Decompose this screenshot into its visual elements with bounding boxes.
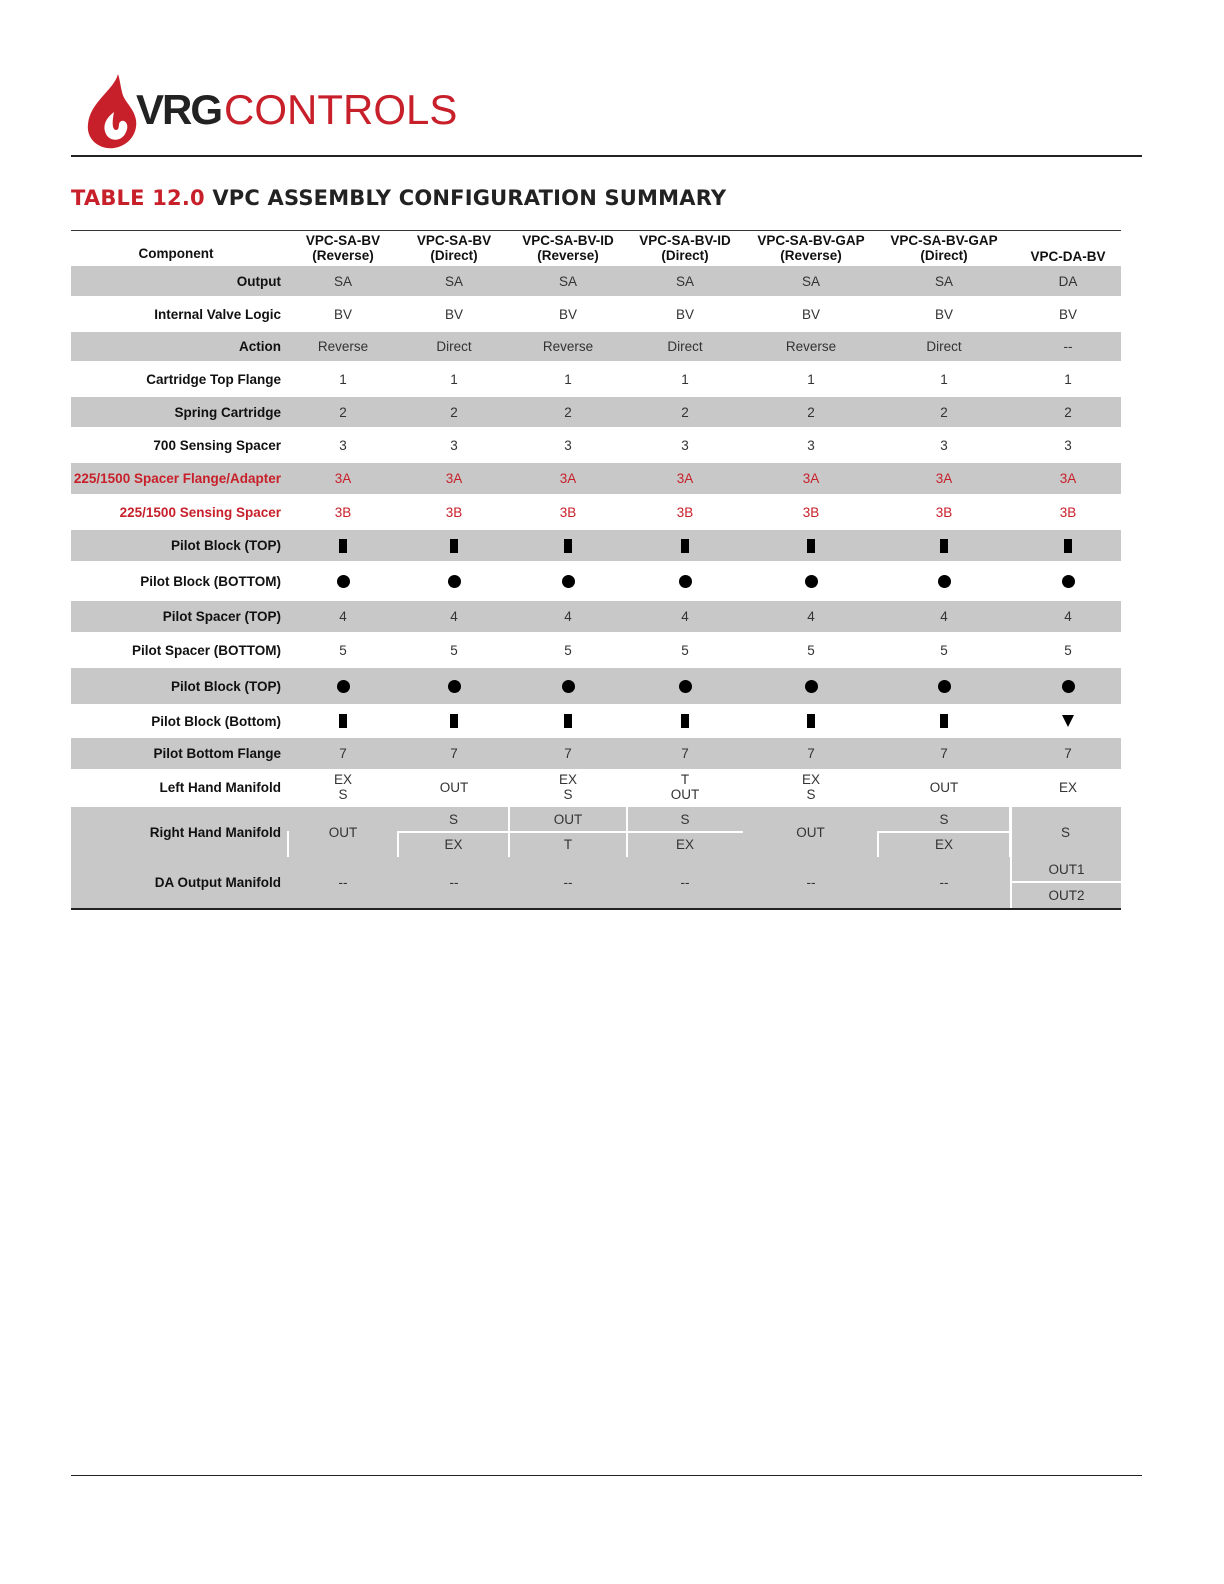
dot-symbol-icon [805, 575, 818, 588]
table-cell: S [878, 807, 1010, 831]
table-cell: 7 [681, 746, 689, 761]
table-cell [889, 769, 999, 805]
column-header-action: (Reverse) [537, 248, 599, 263]
square-symbol-icon [681, 539, 689, 553]
table-cell [288, 769, 398, 805]
row-label: Cartridge Top Flange [146, 371, 281, 387]
table-cell [756, 530, 866, 561]
square-symbol-icon [1064, 539, 1072, 553]
table-cell: SA [934, 273, 953, 289]
table-row [71, 494, 1121, 530]
table-cell: OUT1 [1012, 857, 1121, 882]
column-header-model: VPC-SA-BV-ID [522, 233, 614, 248]
table-row [71, 266, 1121, 296]
column-header-model: VPC-SA-BV-GAP [890, 233, 998, 248]
cell-divider [627, 831, 743, 833]
table-cell: -- [449, 875, 459, 890]
stacked-value: OUT [670, 787, 700, 802]
cell-divider [626, 807, 628, 831]
cell-divider [1010, 807, 1012, 857]
table-cell [288, 530, 398, 561]
table-cell: 1 [450, 371, 458, 387]
table-cell [1013, 769, 1123, 805]
table-cell: SA [444, 273, 463, 289]
square-symbol-icon [681, 714, 689, 728]
table-cell: EX [398, 832, 509, 856]
table-cell: BV [1058, 306, 1077, 322]
table-cell: 7 [940, 746, 948, 761]
square-symbol-icon [564, 539, 572, 553]
stacked-value: EX [801, 772, 820, 787]
column-header [879, 230, 1009, 266]
table-cell: 3B [334, 504, 352, 520]
table-cell: 1 [1064, 371, 1072, 387]
table-cell [630, 704, 740, 738]
table-cell: Direct [926, 339, 962, 354]
table-cell: 3A [1059, 471, 1077, 486]
row-label: Pilot Block (BOTTOM) [140, 573, 281, 589]
table-cell: 4 [940, 609, 948, 624]
table-cell: 3B [559, 504, 577, 520]
table-cell [1013, 561, 1123, 601]
table-cell: DA [1058, 273, 1078, 289]
table-cell [889, 704, 999, 738]
table-cell [513, 561, 623, 601]
table-cell: OUT [743, 807, 878, 857]
row-label: 225/1500 Sensing Spacer [119, 504, 281, 520]
table-cell [889, 561, 999, 601]
table-number: TABLE 12.0 [71, 186, 205, 210]
table-cell [513, 704, 623, 738]
table-cell: 4 [339, 609, 347, 624]
square-symbol-icon [450, 539, 458, 553]
table-row [71, 530, 1121, 561]
row-label: Action [239, 339, 281, 354]
table-cell: 2 [681, 404, 689, 420]
footer-rule [71, 1475, 1142, 1476]
row-label: Left Hand Manifold [159, 779, 281, 795]
column-header-action: (Direct) [920, 248, 968, 263]
table-cell: OUT [288, 807, 398, 857]
table-cell: 7 [564, 746, 572, 761]
column-header-action: (Direct) [430, 248, 478, 263]
dot-symbol-icon [679, 680, 692, 693]
dot-symbol-icon [448, 680, 461, 693]
dot-symbol-icon [938, 680, 951, 693]
cell-divider [398, 831, 509, 833]
table-cell: Direct [436, 339, 472, 354]
column-header-model: VPC-SA-BV-GAP [757, 233, 865, 248]
table-cell: 3B [1059, 504, 1077, 520]
row-label: Pilot Block (TOP) [170, 538, 281, 553]
component-header: Component [138, 246, 214, 261]
table-cell: OUT2 [1012, 883, 1121, 908]
table-cell [630, 561, 740, 601]
table-row [71, 738, 1121, 769]
table-cell: 1 [339, 371, 347, 387]
table-cell: 1 [681, 371, 689, 387]
square-symbol-icon [940, 539, 948, 553]
table-cell: 7 [1064, 746, 1072, 761]
table-cell: 7 [807, 746, 815, 761]
row-label: Pilot Block (Bottom) [151, 713, 281, 729]
table-row [71, 769, 1121, 805]
column-header [1003, 230, 1133, 266]
table-cell: -- [1063, 339, 1073, 354]
table-cell: -- [563, 875, 573, 890]
table-row [71, 632, 1121, 668]
table-cell: BV [558, 306, 577, 322]
table-cell: -- [806, 875, 816, 890]
header-rule [71, 155, 1142, 157]
table-cell: 2 [339, 404, 347, 420]
table-cell: Reverse [785, 339, 837, 354]
table-cell: BV [444, 306, 463, 322]
column-header-action: (Reverse) [780, 248, 842, 263]
column-header-model: VPC-DA-BV [1030, 249, 1106, 264]
table-cell: BV [934, 306, 953, 322]
column-header-action: (Direct) [661, 248, 709, 263]
dot-symbol-icon [562, 575, 575, 588]
table-cell [756, 668, 866, 704]
column-header-model: VPC-SA-BV [416, 233, 492, 248]
table-cell: Reverse [542, 339, 594, 354]
stacked-value: T [680, 772, 690, 787]
table-title [71, 186, 726, 210]
table-cell [1013, 530, 1123, 561]
table-title-text: VPC ASSEMBLY CONFIGURATION SUMMARY [212, 186, 727, 210]
square-symbol-icon [807, 539, 815, 553]
table-cell: 2 [940, 404, 948, 420]
dot-symbol-icon [1062, 680, 1075, 693]
table-cell: T [509, 832, 627, 856]
square-symbol-icon [339, 539, 347, 553]
dot-symbol-icon [679, 575, 692, 588]
column-header [389, 230, 519, 266]
table-cell [630, 668, 740, 704]
table-cell [630, 530, 740, 561]
row-label: Pilot Spacer (TOP) [162, 609, 281, 624]
table-cell: S [1010, 807, 1121, 857]
table-row [71, 704, 1121, 738]
table-cell: 2 [450, 404, 458, 420]
table-cell: 5 [450, 642, 458, 658]
table-cell: SA [333, 273, 352, 289]
table-cell: -- [939, 875, 949, 890]
column-header-action: (Reverse) [312, 248, 374, 263]
column-header [620, 230, 750, 266]
table-cell: 3 [564, 437, 572, 453]
table-cell: 3A [676, 471, 694, 486]
table-cell: OUT [509, 807, 627, 831]
row-label: Output [236, 273, 281, 289]
table-cell: SA [801, 273, 820, 289]
table-cell: 3 [940, 437, 948, 453]
dot-symbol-icon [938, 575, 951, 588]
row-label: 225/1500 Spacer Flange/Adapter [73, 471, 281, 486]
table-cell: 1 [564, 371, 572, 387]
cell-divider [626, 831, 628, 857]
stacked-value: EX [1058, 779, 1077, 795]
table-cell [1013, 704, 1123, 738]
table-cell [513, 769, 623, 805]
dot-symbol-icon [1062, 575, 1075, 588]
stacked-value: S [338, 787, 348, 802]
square-symbol-icon [940, 714, 948, 728]
table-row [71, 601, 1121, 632]
square-symbol-icon [339, 714, 347, 728]
cell-divider [878, 831, 1010, 833]
table-cell: 3 [1064, 437, 1072, 453]
table-cell [399, 769, 509, 805]
flame-drop-icon [84, 72, 142, 152]
table-cell: 2 [807, 404, 815, 420]
table-cell [756, 561, 866, 601]
table-cell: 3 [450, 437, 458, 453]
table-cell [756, 769, 866, 805]
table-cell: 3B [445, 504, 463, 520]
table-cell: -- [680, 875, 690, 890]
table-cell: BV [333, 306, 352, 322]
table-cell: 5 [564, 642, 572, 658]
table-cell [889, 530, 999, 561]
table-cell: 3B [676, 504, 694, 520]
row-label: Pilot Block (TOP) [170, 678, 281, 694]
row-label: 700 Sensing Spacer [153, 437, 281, 453]
table-cell: 4 [1064, 609, 1072, 624]
square-symbol-icon [450, 714, 458, 728]
row-label: Spring Cartridge [174, 404, 281, 420]
stacked-value: OUT [439, 779, 469, 795]
table-row [71, 427, 1121, 463]
table-cell: 3A [334, 471, 352, 486]
table-cell: 1 [807, 371, 815, 387]
table-cell [288, 704, 398, 738]
cell-divider [509, 831, 627, 833]
table-cell: EX [878, 832, 1010, 856]
cell-divider [508, 831, 510, 857]
table-cell [399, 561, 509, 601]
row-label: Pilot Spacer (BOTTOM) [131, 642, 281, 658]
table-cell [288, 668, 398, 704]
table-cell [399, 704, 509, 738]
dot-symbol-icon [562, 680, 575, 693]
table-cell: 3B [935, 504, 953, 520]
table-cell: 4 [681, 609, 689, 624]
table-cell [756, 704, 866, 738]
table-cell: 4 [807, 609, 815, 624]
table-row [71, 561, 1121, 601]
row-label: Right Hand Manifold [149, 824, 281, 840]
table-cell: Direct [667, 339, 703, 354]
brand-logo [84, 72, 464, 152]
cell-divider [508, 807, 510, 831]
table-cell: 3 [339, 437, 347, 453]
column-header [746, 230, 876, 266]
stacked-value: S [563, 787, 573, 802]
table-cell: 5 [940, 642, 948, 658]
table-cell: 3A [802, 471, 820, 486]
table-cell: 2 [1064, 404, 1072, 420]
stacked-value: EX [558, 772, 577, 787]
table-cell: S [398, 807, 509, 831]
stacked-value: EX [333, 772, 352, 787]
table-cell: 3A [935, 471, 953, 486]
table-cell [630, 769, 740, 805]
cell-divider [1010, 857, 1012, 908]
square-symbol-icon [807, 714, 815, 728]
table-cell: 5 [1064, 642, 1072, 658]
table-row [71, 397, 1121, 427]
dot-symbol-icon [337, 575, 350, 588]
brand-name-light: CONTROLS [224, 86, 458, 133]
table-row [71, 463, 1121, 494]
cell-divider [397, 831, 399, 857]
stacked-value: S [806, 787, 816, 802]
table-cell: EX [627, 832, 743, 856]
table-row [71, 857, 1121, 908]
brand-name-bold: VRG [136, 86, 222, 133]
row-label: Pilot Bottom Flange [153, 746, 281, 761]
stacked-value: OUT [929, 779, 959, 795]
cell-divider [287, 831, 289, 857]
table-row [71, 361, 1121, 397]
table-cell: 3 [807, 437, 815, 453]
table-cell: 4 [450, 609, 458, 624]
cell-divider [1012, 881, 1121, 883]
dot-symbol-icon [337, 680, 350, 693]
table-cell [399, 530, 509, 561]
table-cell [1013, 668, 1123, 704]
table-bottom-rule [71, 908, 1121, 910]
table-cell [288, 561, 398, 601]
row-label: DA Output Manifold [154, 875, 281, 890]
square-symbol-icon [564, 714, 572, 728]
table-row [71, 296, 1121, 332]
table-cell: 5 [339, 642, 347, 658]
table-cell: 7 [450, 746, 458, 761]
column-header-model: VPC-SA-BV-ID [639, 233, 731, 248]
table-cell: 3 [681, 437, 689, 453]
table-cell: 4 [564, 609, 572, 624]
table-row [71, 668, 1121, 704]
table-cell: BV [675, 306, 694, 322]
table-cell [513, 668, 623, 704]
column-header-model: VPC-SA-BV [305, 233, 381, 248]
dot-symbol-icon [448, 575, 461, 588]
table-cell: SA [675, 273, 694, 289]
table-cell: BV [801, 306, 820, 322]
table-cell: S [627, 807, 743, 831]
table-cell: Reverse [317, 339, 369, 354]
table-cell [889, 668, 999, 704]
table-cell: 3A [445, 471, 463, 486]
table-cell: 5 [681, 642, 689, 658]
table-row [71, 332, 1121, 361]
dot-symbol-icon [805, 680, 818, 693]
table-cell [399, 668, 509, 704]
table-cell: 3B [802, 504, 820, 520]
column-header [503, 230, 633, 266]
table-cell: 7 [339, 746, 347, 761]
table-cell: 1 [940, 371, 948, 387]
row-label: Internal Valve Logic [154, 306, 281, 322]
triangle-symbol-icon [1062, 715, 1074, 727]
table-cell: 2 [564, 404, 572, 420]
table-cell: SA [558, 273, 577, 289]
table-cell: 5 [807, 642, 815, 658]
cell-divider [877, 831, 879, 857]
table-cell [513, 530, 623, 561]
table-cell: 3A [559, 471, 577, 486]
table-cell: -- [338, 875, 348, 890]
